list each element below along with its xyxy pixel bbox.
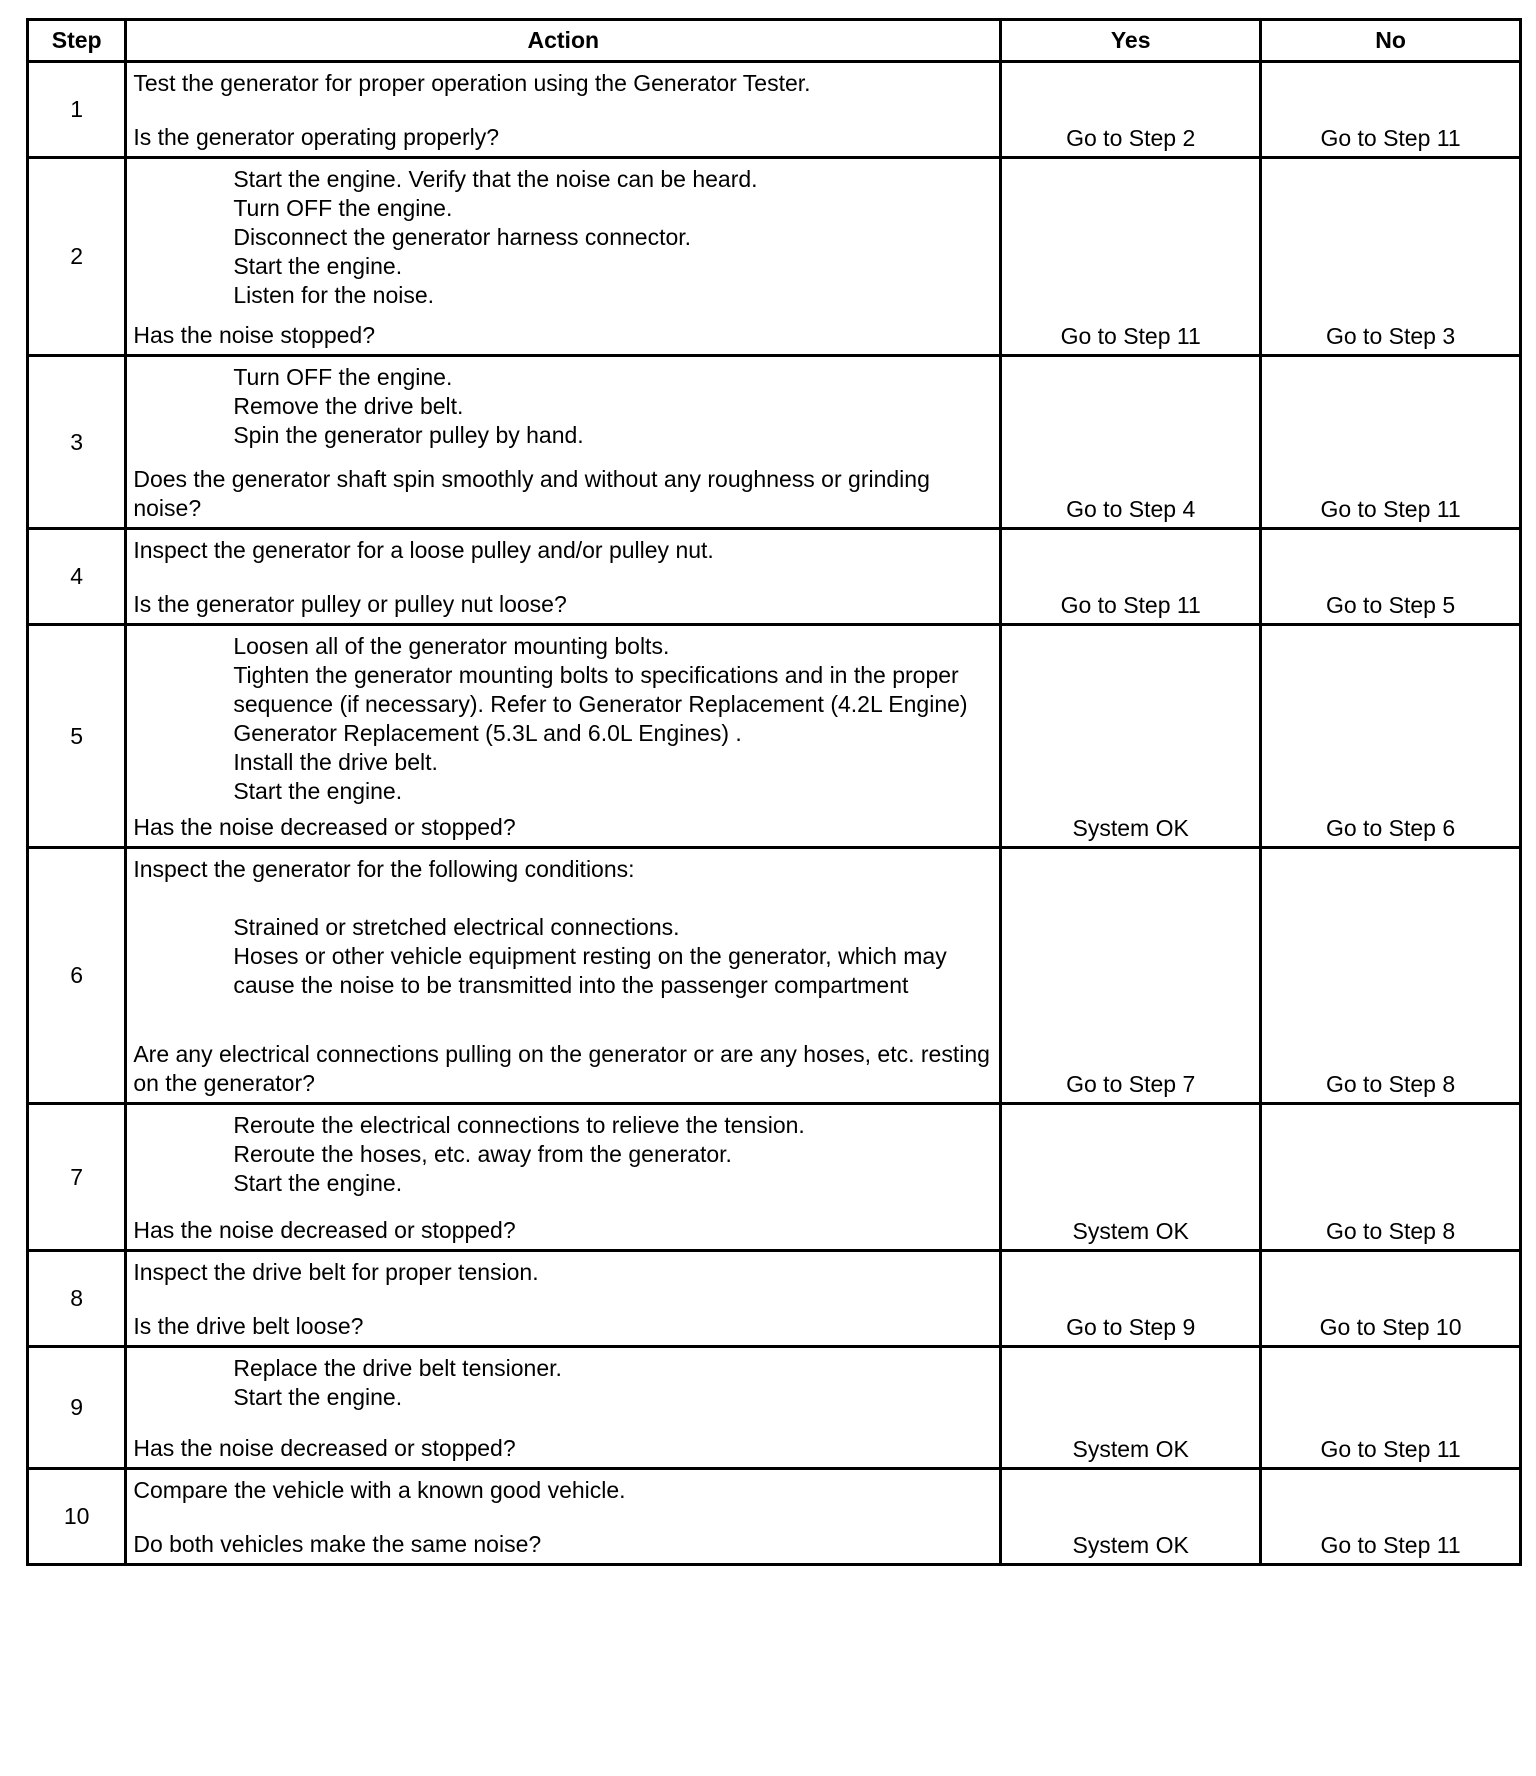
action-question: Has the noise stopped?	[133, 322, 375, 348]
yes-result: System OK	[1001, 1104, 1261, 1251]
yes-result: Go to Step 2	[1001, 62, 1261, 158]
table-row	[28, 1469, 1521, 1565]
action-step-item: Reroute the hoses, etc. away from the generator.	[233, 1141, 732, 1167]
action-intro: Inspect the generator for the following conditions:	[133, 856, 635, 882]
no-result: Go to Step 11	[1261, 1347, 1521, 1469]
action-question: Is the generator operating properly?	[133, 124, 500, 150]
yes-result: Go to Step 11	[1001, 529, 1261, 625]
action-question: Is the generator pulley or pulley nut loose?	[133, 591, 567, 617]
no-result: Go to Step 10	[1261, 1251, 1521, 1347]
action-steps-list	[133, 632, 993, 806]
table-row	[28, 356, 1521, 529]
step-number: 3	[28, 356, 126, 529]
action-step-item: Start the engine.	[233, 778, 403, 804]
action-steps-list	[133, 1111, 993, 1198]
action-step-item: Reroute the electrical connections to relieve the tension.	[233, 1112, 805, 1138]
no-result: Go to Step 6	[1261, 625, 1521, 848]
no-result: Go to Step 8	[1261, 848, 1521, 1104]
action-step-item: Replace the drive belt tensioner.	[233, 1355, 562, 1381]
step-number: 8	[28, 1251, 126, 1347]
no-result: Go to Step 11	[1261, 62, 1521, 158]
yes-result: Go to Step 9	[1001, 1251, 1261, 1347]
no-result: Go to Step 11	[1261, 356, 1521, 529]
diagnostic-table	[26, 18, 1522, 1566]
action-step-item: Start the engine. Verify that the noise can be heard.	[233, 166, 758, 192]
table-row	[28, 1104, 1521, 1251]
step-number: 4	[28, 529, 126, 625]
action-intro: Test the generator for proper operation using the Generator Tester.	[133, 70, 811, 96]
action-step-item: Disconnect the generator harness connector.	[233, 224, 692, 250]
action-steps-list	[133, 165, 993, 310]
table-row	[28, 625, 1521, 848]
action-steps-list	[133, 1354, 993, 1412]
action-step-item: Spin the generator pulley by hand.	[233, 422, 584, 448]
action-intro: Inspect the drive belt for proper tension.	[133, 1259, 539, 1285]
action-cell	[126, 1251, 1001, 1347]
action-question: Is the drive belt loose?	[133, 1313, 364, 1339]
yes-result: Go to Step 7	[1001, 848, 1261, 1104]
step-number: 6	[28, 848, 126, 1104]
action-intro: Inspect the generator for a loose pulley and/or pulley nut.	[133, 537, 714, 563]
table-row	[28, 158, 1521, 356]
no-result: Go to Step 5	[1261, 529, 1521, 625]
action-intro: Compare the vehicle with a known good vehicle.	[133, 1477, 626, 1503]
header-action: Action	[126, 20, 1001, 62]
action-question: Are any electrical connections pulling on the generator or are any hoses, etc. resting on the generator?	[133, 1041, 990, 1096]
no-result: Go to Step 3	[1261, 158, 1521, 356]
action-cell	[126, 158, 1001, 356]
table-row	[28, 1251, 1521, 1347]
yes-result: System OK	[1001, 1469, 1261, 1565]
step-number: 2	[28, 158, 126, 356]
header-step: Step	[28, 20, 126, 62]
action-question: Has the noise decreased or stopped?	[133, 1217, 516, 1243]
action-question: Do both vehicles make the same noise?	[133, 1531, 542, 1557]
action-step-item: Tighten the generator mounting bolts to specifications and in the proper sequence (if necessary). Refer to Generator Replacement (4.2L Engine) Generator Replacement (5.3L and 6.0L Engines) .	[233, 662, 968, 746]
action-step-item: Remove the drive belt.	[233, 393, 464, 419]
no-result: Go to Step 11	[1261, 1469, 1521, 1565]
step-number: 1	[28, 62, 126, 158]
action-cell	[126, 529, 1001, 625]
action-step-item: Listen for the noise.	[233, 282, 435, 308]
action-cell	[126, 356, 1001, 529]
action-step-item: Install the drive belt.	[233, 749, 438, 775]
action-steps-list	[133, 363, 993, 450]
action-step-item: Strained or stretched electrical connections.	[233, 914, 680, 940]
action-step-item: Loosen all of the generator mounting bolts.	[233, 633, 670, 659]
yes-result: System OK	[1001, 1347, 1261, 1469]
table-row	[28, 848, 1521, 1104]
action-step-item: Turn OFF the engine.	[233, 364, 453, 390]
action-question: Has the noise decreased or stopped?	[133, 1435, 516, 1461]
no-result: Go to Step 8	[1261, 1104, 1521, 1251]
header-no: No	[1261, 20, 1521, 62]
step-number: 9	[28, 1347, 126, 1469]
header-yes: Yes	[1001, 20, 1261, 62]
yes-result: System OK	[1001, 625, 1261, 848]
step-number: 5	[28, 625, 126, 848]
step-number: 7	[28, 1104, 126, 1251]
action-steps-list	[133, 913, 993, 1000]
action-cell	[126, 1347, 1001, 1469]
step-number: 10	[28, 1469, 126, 1565]
action-cell	[126, 848, 1001, 1104]
action-step-item: Hoses or other vehicle equipment resting on the generator, which may cause the noise to be transmitted into the passenger compartment	[233, 943, 947, 998]
table-row	[28, 529, 1521, 625]
action-question: Does the generator shaft spin smoothly and without any roughness or grinding noise?	[133, 466, 930, 521]
table-row	[28, 1347, 1521, 1469]
header-row	[28, 20, 1521, 62]
action-cell	[126, 1469, 1001, 1565]
action-step-item: Turn OFF the engine.	[233, 195, 453, 221]
action-question: Has the noise decreased or stopped?	[133, 814, 516, 840]
action-step-item: Start the engine.	[233, 253, 403, 279]
action-step-item: Start the engine.	[233, 1384, 403, 1410]
table-body	[28, 62, 1521, 1565]
yes-result: Go to Step 4	[1001, 356, 1261, 529]
action-step-item: Start the engine.	[233, 1170, 403, 1196]
action-cell	[126, 1104, 1001, 1251]
table-row	[28, 62, 1521, 158]
action-cell	[126, 62, 1001, 158]
action-cell	[126, 625, 1001, 848]
yes-result: Go to Step 11	[1001, 158, 1261, 356]
